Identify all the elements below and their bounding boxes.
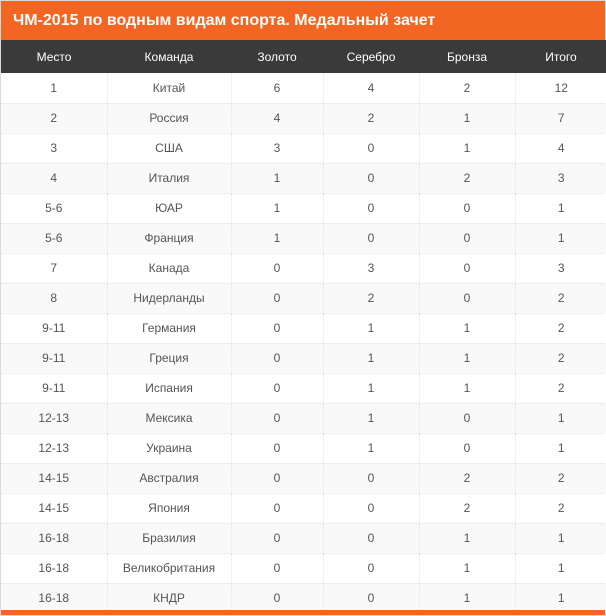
cell-gold: 1: [231, 223, 323, 253]
cell-bronze: 2: [419, 463, 515, 493]
cell-total: 1: [557, 201, 565, 215]
cell-bronze: 1: [419, 313, 515, 343]
cell-team: Украина: [107, 433, 231, 463]
cell-gold: 0: [231, 283, 323, 313]
cell-silver: 1: [323, 313, 419, 343]
table-row: [1, 253, 606, 283]
cell-silver: 0: [323, 463, 419, 493]
cell-team: Германия: [107, 313, 231, 343]
cell-gold: 0: [231, 343, 323, 373]
cell-team: Бразилия: [107, 523, 231, 553]
cell-place: 9-11: [1, 373, 107, 403]
header-total: Итого: [545, 49, 577, 64]
cell-place: 4: [1, 163, 107, 193]
cell-place: 14-15: [1, 463, 107, 493]
cell-team: Мексика: [107, 403, 231, 433]
cell-bronze: 2: [419, 493, 515, 523]
cell-bronze: 1: [419, 583, 515, 613]
cell-bronze: 1: [419, 343, 515, 373]
table-row: [1, 133, 606, 163]
cell-silver: 0: [323, 523, 419, 553]
cell-total: 3: [557, 261, 565, 275]
table-row: [1, 163, 606, 193]
table-row: [1, 373, 606, 403]
cell-bronze: 0: [419, 223, 515, 253]
table-row: [1, 103, 606, 133]
cell-place: 8: [1, 283, 107, 313]
cell-gold: 0: [231, 523, 323, 553]
cell-silver: 0: [323, 493, 419, 523]
table-row: [1, 523, 606, 553]
cell-gold: 0: [231, 253, 323, 283]
cell-total: 1: [557, 561, 565, 575]
cell-place: 7: [1, 253, 107, 283]
table-row: [1, 283, 606, 313]
cell-place: 1: [1, 73, 107, 103]
table-row: [1, 433, 606, 463]
page-title: ЧМ-2015 по водным видам спорта. Медальный зачет: [1, 1, 605, 40]
cell-bronze: 2: [419, 163, 515, 193]
table-row: [1, 223, 606, 253]
cell-gold: 0: [231, 493, 323, 523]
cell-silver: 0: [323, 193, 419, 223]
header-gold: Золото: [257, 49, 297, 64]
table-row: [1, 403, 606, 433]
cell-total: 1: [557, 231, 565, 245]
cell-bronze: 1: [419, 523, 515, 553]
cell-place: 2: [1, 103, 107, 133]
table-row: [1, 193, 606, 223]
cell-total: 1: [557, 591, 565, 605]
cell-place: 3: [1, 133, 107, 163]
cell-silver: 0: [323, 553, 419, 583]
cell-team: Австралия: [107, 463, 231, 493]
cell-total: 2: [557, 351, 565, 365]
table-row: [1, 553, 606, 583]
cell-place: 16-18: [1, 583, 107, 613]
cell-bronze: 0: [419, 193, 515, 223]
bottom-accent-bar: [1, 610, 605, 615]
table-row: [1, 463, 606, 493]
cell-silver: 4: [323, 73, 419, 103]
cell-place: 12-13: [1, 433, 107, 463]
cell-gold: 0: [231, 553, 323, 583]
cell-place: 9-11: [1, 313, 107, 343]
table-row: [1, 73, 606, 103]
cell-silver: 0: [323, 163, 419, 193]
cell-gold: 1: [231, 163, 323, 193]
cell-gold: 1: [231, 193, 323, 223]
cell-total: 12: [554, 80, 568, 95]
cell-total: 2: [557, 321, 565, 335]
cell-bronze: 0: [419, 433, 515, 463]
cell-bronze: 1: [419, 553, 515, 583]
cell-team: КНДР: [107, 583, 231, 613]
header-bronze: Бронза: [446, 49, 488, 64]
cell-total: 2: [557, 381, 565, 395]
cell-total: 2: [557, 291, 565, 305]
cell-total: 1: [557, 411, 565, 425]
cell-gold: 0: [231, 313, 323, 343]
cell-silver: 0: [323, 133, 419, 163]
header-row: [1, 40, 606, 73]
cell-silver: 3: [323, 253, 419, 283]
cell-bronze: 1: [419, 133, 515, 163]
cell-bronze: 1: [419, 103, 515, 133]
cell-bronze: 1: [419, 373, 515, 403]
table-header: [1, 40, 606, 73]
cell-bronze: 0: [419, 253, 515, 283]
cell-bronze: 2: [419, 73, 515, 103]
cell-place: 5-6: [1, 223, 107, 253]
cell-gold: 4: [231, 103, 323, 133]
cell-silver: 2: [323, 283, 419, 313]
cell-total: 2: [557, 471, 565, 485]
cell-total: 7: [557, 111, 565, 125]
cell-place: 16-18: [1, 553, 107, 583]
cell-gold: 0: [231, 583, 323, 613]
cell-team: Россия: [107, 103, 231, 133]
cell-team: ЮАР: [107, 193, 231, 223]
cell-gold: 0: [231, 463, 323, 493]
table-row: [1, 583, 606, 613]
cell-total: 1: [557, 441, 565, 455]
header-place: Место: [36, 49, 72, 64]
cell-silver: 0: [323, 583, 419, 613]
cell-total: 2: [557, 501, 565, 515]
table-row: [1, 493, 606, 523]
cell-team: Великобритания: [107, 553, 231, 583]
cell-total: 4: [557, 141, 565, 155]
header-silver: Серебро: [346, 49, 396, 64]
cell-place: 5-6: [1, 193, 107, 223]
cell-team: Нидерланды: [107, 283, 231, 313]
cell-bronze: 0: [419, 403, 515, 433]
header-team: Команда: [144, 49, 194, 64]
cell-team: Греция: [107, 343, 231, 373]
cell-team: Япония: [107, 493, 231, 523]
table-row: [1, 343, 606, 373]
table-row: [1, 313, 606, 343]
cell-team: Италия: [107, 163, 231, 193]
cell-gold: 0: [231, 373, 323, 403]
cell-total: 3: [557, 171, 565, 185]
cell-silver: 1: [323, 433, 419, 463]
cell-team: Франция: [107, 223, 231, 253]
cell-bronze: 0: [419, 283, 515, 313]
cell-place: 16-18: [1, 523, 107, 553]
cell-place: 12-13: [1, 403, 107, 433]
cell-gold: 6: [231, 73, 323, 103]
cell-silver: 1: [323, 373, 419, 403]
cell-team: США: [107, 133, 231, 163]
cell-gold: 0: [231, 403, 323, 433]
cell-silver: 1: [323, 343, 419, 373]
cell-gold: 3: [231, 133, 323, 163]
cell-team: Канада: [107, 253, 231, 283]
cell-place: 14-15: [1, 493, 107, 523]
medal-table: [1, 40, 606, 614]
cell-silver: 1: [323, 403, 419, 433]
cell-gold: 0: [231, 433, 323, 463]
table-body: [1, 73, 606, 613]
cell-place: 9-11: [1, 343, 107, 373]
cell-team: Испания: [107, 373, 231, 403]
cell-total: 1: [557, 531, 565, 545]
cell-silver: 0: [323, 223, 419, 253]
cell-team: Китай: [107, 73, 231, 103]
cell-silver: 2: [323, 103, 419, 133]
